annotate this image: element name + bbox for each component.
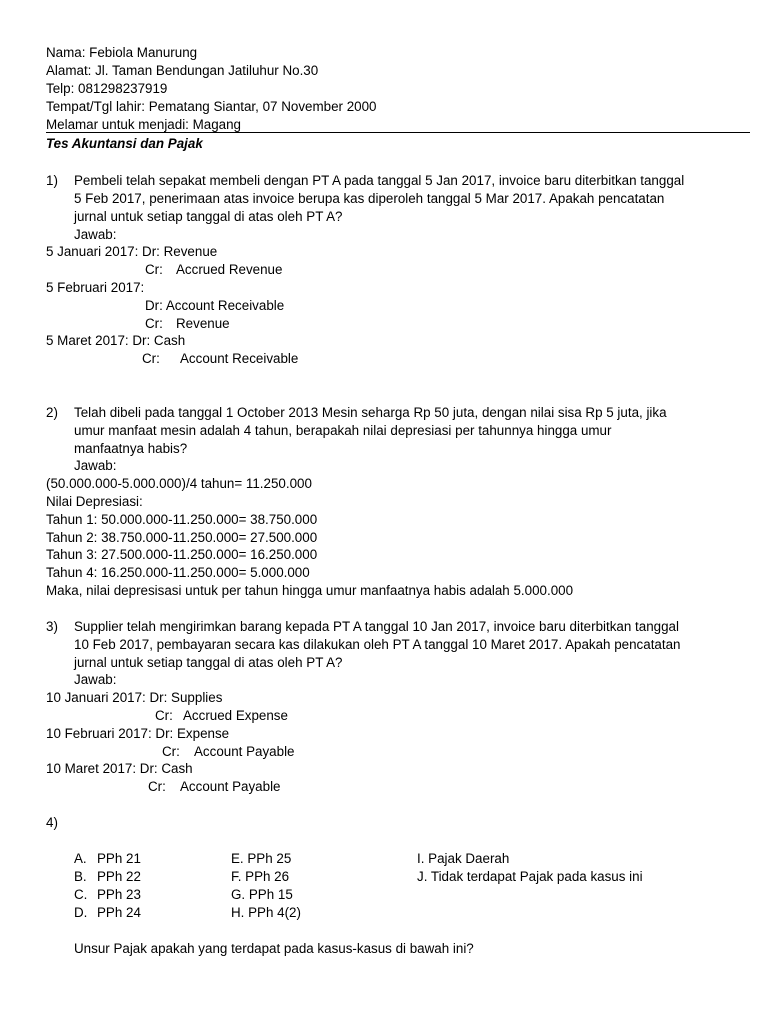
- q2-answer-line: Tahun 1: 50.000.000-11.250.000= 38.750.000: [46, 512, 318, 527]
- q4-option: F. PPh 26: [231, 869, 290, 884]
- q3-jawab: Jawab:: [74, 672, 117, 687]
- q4-option: I. Pajak Daerah: [417, 851, 510, 866]
- q3-entry-credit: Account Payable: [194, 744, 295, 759]
- q4-option-letter: A.: [74, 851, 87, 866]
- q2-line: Telah dibeli pada tanggal 1 October 2013 Mesin seharga Rp 50 juta, dengan nilai sisa Rp 5 juta, jika: [74, 405, 667, 420]
- q4-option: PPh 22: [97, 869, 141, 884]
- q1-entry-credit: Revenue: [176, 316, 230, 331]
- q2-conclusion: Maka, nilai depresisasi untuk per tahun hingga umur manfaatnya habis adalah 5.000.000: [46, 583, 574, 598]
- q4-option-letter: D.: [74, 905, 88, 920]
- q1-entry-cr: Cr:: [145, 262, 163, 277]
- q3-line: Supplier telah mengirimkan barang kepada PT A tanggal 10 Jan 2017, invoice baru diterbitkan tanggal: [74, 619, 679, 634]
- q3-entry-cr: Cr:: [148, 779, 166, 794]
- q1-entry-cr: Cr:: [145, 316, 163, 331]
- q3-entry-debit: 10 Februari 2017: Dr: Expense: [46, 726, 230, 741]
- q1-entry-credit: Account Receivable: [180, 351, 299, 366]
- q2-line: manfaatnya habis?: [74, 441, 188, 456]
- header-divider: [46, 132, 750, 133]
- q2-answer-line: (50.000.000-5.000.000)/4 tahun= 11.250.000: [46, 476, 312, 491]
- q4-option: PPh 23: [97, 887, 141, 902]
- q4-option-letter: C.: [74, 887, 88, 902]
- q3-entry-credit: Accrued Expense: [183, 708, 288, 723]
- q4-number: 4): [46, 815, 58, 830]
- applicant-address: Alamat: Jl. Taman Bendungan Jatiluhur No.30: [46, 63, 319, 78]
- q2-line: umur manfaat mesin adalah 4 tahun, berapakah nilai depresiasi per tahunnya hingga umur: [74, 423, 612, 438]
- q4-option: H. PPh 4(2): [231, 905, 301, 920]
- test-title: Tes Akuntansi dan Pajak: [46, 136, 203, 151]
- q2-answer-line: Nilai Depresiasi:: [46, 494, 143, 509]
- q4-option: G. PPh 15: [231, 887, 293, 902]
- q2-answer-line: Tahun 2: 38.750.000-11.250.000= 27.500.000: [46, 530, 318, 545]
- q1-number: 1): [46, 173, 58, 188]
- q3-entry-credit: Account Payable: [180, 779, 281, 794]
- q1-entry-debit: 5 Maret 2017: Dr: Cash: [46, 333, 186, 348]
- q1-entry-cr: Cr:: [142, 351, 160, 366]
- q4-option: E. PPh 25: [231, 851, 292, 866]
- q1-line: jurnal untuk setiap tanggal di atas oleh PT A?: [74, 209, 343, 224]
- q3-line: jurnal untuk setiap tanggal di atas oleh PT A?: [74, 655, 343, 670]
- q4-question: Unsur Pajak apakah yang terdapat pada kasus-kasus di bawah ini?: [74, 941, 474, 956]
- q1-jawab: Jawab:: [74, 227, 117, 242]
- applicant-name: Nama: Febiola Manurung: [46, 45, 198, 60]
- q2-answer-line: Tahun 4: 16.250.000-11.250.000= 5.000.000: [46, 565, 310, 580]
- q2-number: 2): [46, 405, 58, 420]
- q3-line: 10 Feb 2017, pembayaran secara kas dilakukan oleh PT A tanggal 10 Maret 2017. Apakah pencatatan: [74, 637, 681, 652]
- q4-option: PPh 21: [97, 851, 141, 866]
- q2-jawab: Jawab:: [74, 458, 117, 473]
- q4-option-letter: B.: [74, 869, 87, 884]
- applicant-phone: Telp: 081298237919: [46, 81, 168, 96]
- q4-option: J. Tidak terdapat Pajak pada kasus ini: [417, 869, 643, 884]
- applicant-birth: Tempat/Tgl lahir: Pematang Siantar, 07 November 2000: [46, 99, 377, 114]
- q1-entry-date: 5 Februari 2017:: [46, 280, 145, 295]
- q3-entry-cr: Cr:: [155, 708, 173, 723]
- q1-entry-credit: Accrued Revenue: [176, 262, 283, 277]
- q1-entry-debit: 5 Januari 2017: Dr: Revenue: [46, 244, 218, 259]
- q1-line: 5 Feb 2017, penerimaan atas invoice berupa kas diperoleh tanggal 5 Mar 2017. Apakah pencatatan: [74, 191, 665, 206]
- q3-entry-debit: 10 Maret 2017: Dr: Cash: [46, 761, 193, 776]
- q4-option: PPh 24: [97, 905, 141, 920]
- q3-entry-cr: Cr:: [162, 744, 180, 759]
- applicant-position: Melamar untuk menjadi: Magang: [46, 117, 242, 132]
- q1-entry-debit: Dr: Account Receivable: [145, 298, 285, 313]
- q3-entry-debit: 10 Januari 2017: Dr: Supplies: [46, 690, 223, 705]
- q2-answer-line: Tahun 3: 27.500.000-11.250.000= 16.250.000: [46, 547, 318, 562]
- q1-line: Pembeli telah sepakat membeli dengan PT A pada tanggal 5 Jan 2017, invoice baru diterbitkan tanggal: [74, 173, 685, 188]
- q3-number: 3): [46, 619, 58, 634]
